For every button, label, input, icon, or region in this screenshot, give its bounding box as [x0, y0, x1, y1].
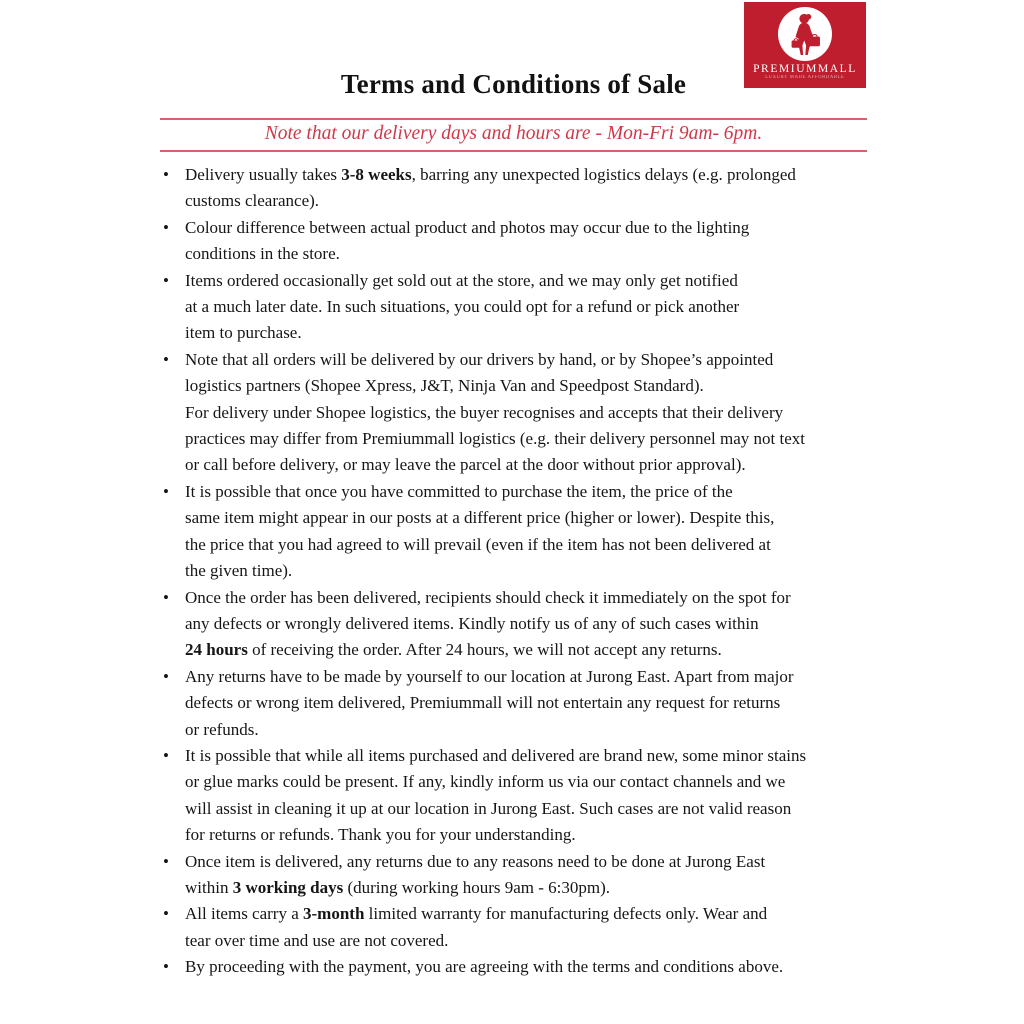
- logo-circle: [778, 7, 832, 61]
- term-item: • Items ordered occasionally get sold out at the store, and we may only get notified at a much later date. In such situations, you could opt for a refund or pick another item to purchase.: [160, 268, 882, 347]
- page-title: Terms and Conditions of Sale: [340, 69, 687, 99]
- term-item: • Once the order has been delivered, recipients should check it immediately on the spot for any defects or wrongly delivered items. Kindly notify us of any of such cases within 24 hours of receiving the order. After 24 hours, we will not accept any returns.: [160, 585, 882, 664]
- term-item: • By proceeding with the payment, you are agreeing with the terms and conditions above.: [160, 954, 882, 980]
- logo-tagline-text: LUXURY MADE AFFORDABLE: [765, 75, 845, 80]
- term-item: • It is possible that while all items purchased and delivered are brand new, some minor stains or glue marks could be present. If any, kindly inform us via our contact channels and we will assist in cleaning it up at our location in Jurong East. Such cases are not valid reason for returns or refunds. Thank you for your understanding.: [160, 743, 882, 849]
- term-item: • Delivery usually takes 3-8 weeks, barring any unexpected logistics delays (e.g. prolonged customs clearance).: [160, 162, 882, 215]
- logo-brand-text: PREMIUMMALL: [753, 63, 857, 75]
- divider-bottom: [160, 150, 867, 152]
- delivery-note: Note that our delivery days and hours are - Mon-Fri 9am- 6pm.: [264, 123, 763, 144]
- woman-with-shopping-bags-icon: [782, 11, 828, 57]
- term-item: • All items carry a 3-month limited warranty for manufacturing defects only. Wear and tear over time and use are not covered.: [160, 901, 882, 954]
- term-item: • Any returns have to be made by yourself to our location at Jurong East. Apart from major defects or wrong item delivered, Premiummall will not entertain any request for returns or refunds.: [160, 664, 882, 743]
- divider-top: [160, 118, 867, 120]
- terms-list: [160, 162, 882, 981]
- term-item: • Colour difference between actual product and photos may occur due to the lighting conditions in the store.: [160, 215, 882, 268]
- term-item: • Note that all orders will be delivered by our drivers by hand, or by Shopee’s appointed logistics partners (Shopee Xpress, J&T, Ninja Van and Speedpost Standard). For delivery under Shopee logistics, the buyer recognises and accepts that their delivery practices may differ from Premiummall logistics (e.g. their delivery personnel may not text or call before delivery, or may leave the parcel at the door without prior approval).: [160, 347, 882, 479]
- terms-section: [160, 162, 882, 981]
- term-item: • Once item is delivered, any returns due to any reasons need to be done at Jurong East within 3 working days (during working hours 9am - 6:30pm).: [160, 849, 882, 902]
- term-item: • It is possible that once you have committed to purchase the item, the price of the same item might appear in our posts at a different price (higher or lower). Despite this, the price that you had agreed to will prevail (even if the item has not been delivered at the given time).: [160, 479, 882, 585]
